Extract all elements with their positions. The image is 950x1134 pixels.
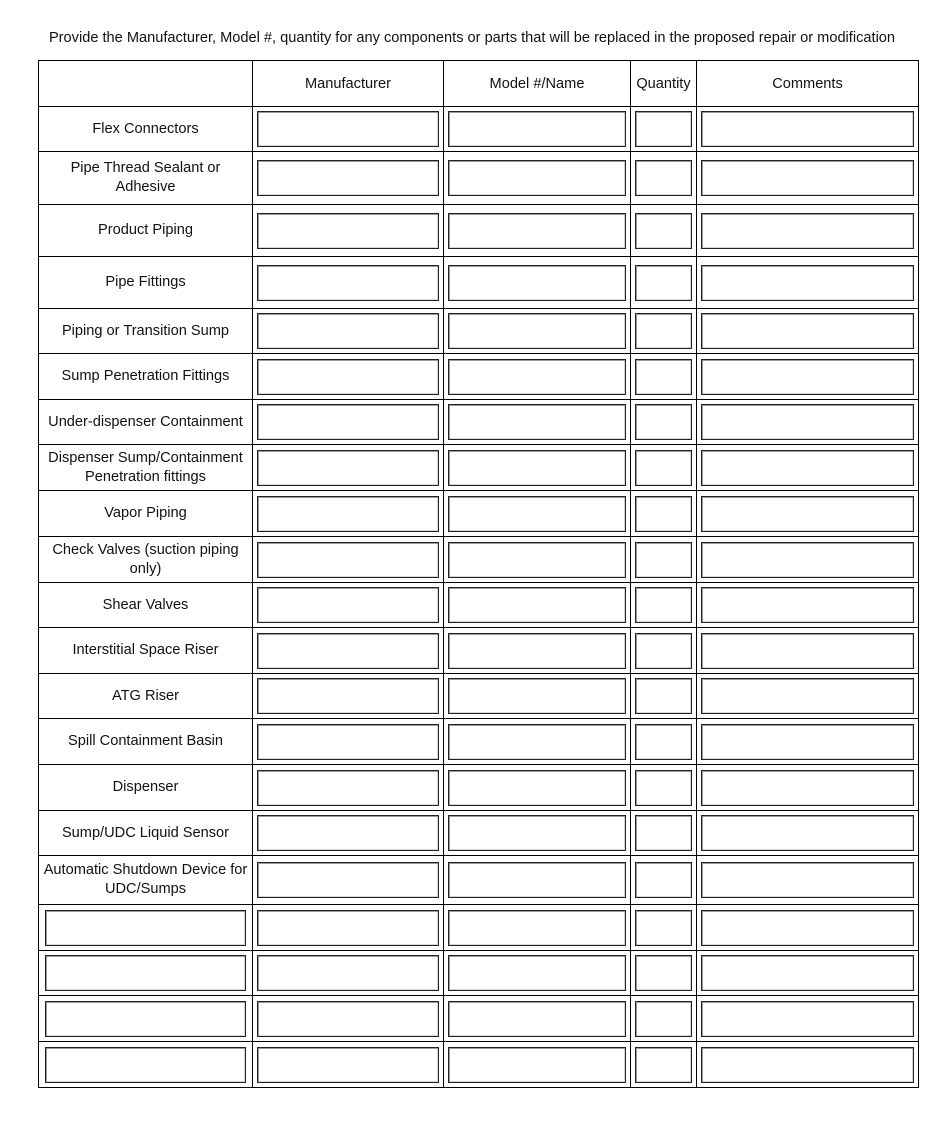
manufacturer-cell: [253, 257, 444, 309]
quantity-cell: [631, 951, 697, 996]
table-row: [39, 257, 919, 309]
manufacturer-field[interactable]: [257, 450, 439, 486]
component-label: Shear Valves: [39, 583, 253, 628]
comments-field[interactable]: [701, 633, 914, 669]
component-label: Pipe Thread Sealant or Adhesive: [39, 152, 253, 205]
model-field[interactable]: [448, 265, 626, 301]
manufacturer-field[interactable]: [257, 678, 439, 714]
component-name-field[interactable]: [45, 910, 246, 946]
manufacturer-field[interactable]: [257, 404, 439, 440]
parts-rows: [39, 107, 919, 1088]
table-row: [39, 719, 919, 765]
comments-field[interactable]: [701, 862, 914, 898]
model-field[interactable]: [448, 1001, 626, 1037]
table-row: [39, 583, 919, 628]
quantity-field[interactable]: [635, 313, 692, 349]
manufacturer-field[interactable]: [257, 359, 439, 395]
comments-field[interactable]: [701, 955, 914, 991]
comments-field[interactable]: [701, 111, 914, 147]
component-label-cell: [39, 996, 253, 1042]
model-field[interactable]: [448, 633, 626, 669]
table-row: [39, 674, 919, 719]
manufacturer-cell: [253, 205, 444, 257]
model-field[interactable]: [448, 910, 626, 946]
quantity-cell: [631, 107, 697, 152]
manufacturer-field[interactable]: [257, 542, 439, 578]
manufacturer-field[interactable]: [257, 862, 439, 898]
manufacturer-field[interactable]: [257, 496, 439, 532]
component-label: Product Piping: [39, 205, 253, 257]
manufacturer-field[interactable]: [257, 955, 439, 991]
comments-field[interactable]: [701, 1001, 914, 1037]
model-field[interactable]: [448, 724, 626, 760]
model-field[interactable]: [448, 542, 626, 578]
comments-cell: [697, 152, 919, 205]
quantity-cell: [631, 583, 697, 628]
quantity-field[interactable]: [635, 450, 692, 486]
table-row: [39, 152, 919, 205]
comments-cell: [697, 354, 919, 400]
quantity-field[interactable]: [635, 910, 692, 946]
comments-cell: [697, 951, 919, 996]
quantity-field[interactable]: [635, 1001, 692, 1037]
quantity-field[interactable]: [635, 542, 692, 578]
comments-cell: [697, 811, 919, 856]
manufacturer-cell: [253, 400, 444, 445]
comments-field[interactable]: [701, 359, 914, 395]
manufacturer-field[interactable]: [257, 265, 439, 301]
comments-field[interactable]: [701, 678, 914, 714]
quantity-cell: [631, 1042, 697, 1088]
component-label: Under-dispenser Containment: [39, 400, 253, 445]
table-row: [39, 951, 919, 996]
model-cell: [444, 628, 631, 674]
component-name-field[interactable]: [45, 955, 246, 991]
comments-field[interactable]: [701, 587, 914, 623]
comments-cell: [697, 205, 919, 257]
comments-field[interactable]: [701, 313, 914, 349]
quantity-cell: [631, 309, 697, 354]
comments-cell: [697, 765, 919, 811]
model-field[interactable]: [448, 770, 626, 806]
comments-cell: [697, 674, 919, 719]
manufacturer-field[interactable]: [257, 1047, 439, 1083]
component-label: Spill Containment Basin: [39, 719, 253, 765]
comments-field[interactable]: [701, 542, 914, 578]
manufacturer-cell: [253, 856, 444, 905]
manufacturer-field[interactable]: [257, 1001, 439, 1037]
comments-cell: [697, 537, 919, 583]
manufacturer-cell: [253, 905, 444, 951]
manufacturer-cell: [253, 152, 444, 205]
component-label-cell: [39, 905, 253, 951]
model-cell: [444, 491, 631, 537]
comments-cell: [697, 905, 919, 951]
model-field[interactable]: [448, 862, 626, 898]
model-cell: [444, 257, 631, 309]
comments-cell: [697, 107, 919, 152]
table-row: [39, 107, 919, 152]
model-cell: [444, 856, 631, 905]
model-cell: [444, 996, 631, 1042]
component-label: Check Valves (suction piping only): [39, 537, 253, 583]
component-label: Pipe Fittings: [39, 257, 253, 309]
comments-field[interactable]: [701, 213, 914, 249]
quantity-cell: [631, 674, 697, 719]
quantity-cell: [631, 811, 697, 856]
model-cell: [444, 309, 631, 354]
manufacturer-field[interactable]: [257, 633, 439, 669]
table-row: [39, 205, 919, 257]
component-label: Interstitial Space Riser: [39, 628, 253, 674]
manufacturer-cell: [253, 674, 444, 719]
quantity-cell: [631, 905, 697, 951]
quantity-field[interactable]: [635, 633, 692, 669]
model-field[interactable]: [448, 955, 626, 991]
table-row: [39, 996, 919, 1042]
comments-field[interactable]: [701, 1047, 914, 1083]
header-quantity: Quantity: [631, 61, 697, 107]
manufacturer-field[interactable]: [257, 910, 439, 946]
table-row: [39, 628, 919, 674]
quantity-field[interactable]: [635, 496, 692, 532]
comments-cell: [697, 628, 919, 674]
model-cell: [444, 354, 631, 400]
component-label-cell: [39, 951, 253, 996]
quantity-field[interactable]: [635, 815, 692, 851]
header-row: [39, 61, 919, 107]
parts-table: [38, 60, 919, 1088]
model-field[interactable]: [448, 359, 626, 395]
manufacturer-cell: [253, 996, 444, 1042]
model-cell: [444, 205, 631, 257]
quantity-field[interactable]: [635, 213, 692, 249]
model-field[interactable]: [448, 313, 626, 349]
manufacturer-cell: [253, 354, 444, 400]
table-row: [39, 1042, 919, 1088]
quantity-field[interactable]: [635, 160, 692, 196]
component-label-cell: [39, 1042, 253, 1088]
quantity-cell: [631, 491, 697, 537]
comments-field[interactable]: [701, 496, 914, 532]
quantity-field[interactable]: [635, 404, 692, 440]
model-cell: [444, 152, 631, 205]
quantity-cell: [631, 445, 697, 491]
component-label: Automatic Shutdown Device for UDC/Sumps: [39, 856, 253, 905]
quantity-cell: [631, 765, 697, 811]
model-cell: [444, 537, 631, 583]
model-field[interactable]: [448, 213, 626, 249]
comments-cell: [697, 445, 919, 491]
comments-field[interactable]: [701, 770, 914, 806]
manufacturer-cell: [253, 628, 444, 674]
model-cell: [444, 107, 631, 152]
comments-cell: [697, 257, 919, 309]
table-row: [39, 856, 919, 905]
manufacturer-field[interactable]: [257, 111, 439, 147]
component-label: Dispenser: [39, 765, 253, 811]
comments-field[interactable]: [701, 910, 914, 946]
model-cell: [444, 951, 631, 996]
quantity-field[interactable]: [635, 955, 692, 991]
comments-field[interactable]: [701, 450, 914, 486]
comments-cell: [697, 719, 919, 765]
component-label: Sump/UDC Liquid Sensor: [39, 811, 253, 856]
comments-cell: [697, 583, 919, 628]
comments-cell: [697, 996, 919, 1042]
comments-field[interactable]: [701, 724, 914, 760]
manufacturer-field[interactable]: [257, 160, 439, 196]
model-field[interactable]: [448, 496, 626, 532]
manufacturer-field[interactable]: [257, 770, 439, 806]
manufacturer-cell: [253, 107, 444, 152]
model-field[interactable]: [448, 111, 626, 147]
model-field[interactable]: [448, 678, 626, 714]
model-field[interactable]: [448, 450, 626, 486]
quantity-cell: [631, 719, 697, 765]
component-name-field[interactable]: [45, 1001, 246, 1037]
model-cell: [444, 1042, 631, 1088]
comments-cell: [697, 491, 919, 537]
quantity-cell: [631, 537, 697, 583]
model-field[interactable]: [448, 1047, 626, 1083]
comments-field[interactable]: [701, 815, 914, 851]
model-cell: [444, 905, 631, 951]
manufacturer-field[interactable]: [257, 313, 439, 349]
table-row: [39, 491, 919, 537]
quantity-cell: [631, 996, 697, 1042]
quantity-field[interactable]: [635, 265, 692, 301]
component-label: Dispenser Sump/Containment Penetration fittings: [39, 445, 253, 491]
comments-cell: [697, 400, 919, 445]
manufacturer-field[interactable]: [257, 213, 439, 249]
manufacturer-cell: [253, 1042, 444, 1088]
model-cell: [444, 583, 631, 628]
comments-cell: [697, 309, 919, 354]
table-row: [39, 400, 919, 445]
quantity-cell: [631, 354, 697, 400]
quantity-cell: [631, 152, 697, 205]
quantity-field[interactable]: [635, 1047, 692, 1083]
quantity-field[interactable]: [635, 111, 692, 147]
component-label: Vapor Piping: [39, 491, 253, 537]
manufacturer-cell: [253, 445, 444, 491]
manufacturer-field[interactable]: [257, 724, 439, 760]
quantity-cell: [631, 628, 697, 674]
manufacturer-cell: [253, 309, 444, 354]
table-row: [39, 309, 919, 354]
quantity-cell: [631, 856, 697, 905]
quantity-cell: [631, 400, 697, 445]
manufacturer-cell: [253, 765, 444, 811]
model-field[interactable]: [448, 404, 626, 440]
model-cell: [444, 765, 631, 811]
header-blank: [39, 61, 253, 107]
component-label: ATG Riser: [39, 674, 253, 719]
manufacturer-cell: [253, 537, 444, 583]
manufacturer-field[interactable]: [257, 815, 439, 851]
model-cell: [444, 445, 631, 491]
manufacturer-cell: [253, 951, 444, 996]
model-cell: [444, 719, 631, 765]
quantity-field[interactable]: [635, 359, 692, 395]
comments-cell: [697, 1042, 919, 1088]
model-cell: [444, 400, 631, 445]
manufacturer-cell: [253, 719, 444, 765]
component-label: Flex Connectors: [39, 107, 253, 152]
manufacturer-cell: [253, 491, 444, 537]
table-row: [39, 445, 919, 491]
quantity-cell: [631, 205, 697, 257]
model-field[interactable]: [448, 160, 626, 196]
manufacturer-cell: [253, 583, 444, 628]
quantity-field[interactable]: [635, 724, 692, 760]
model-cell: [444, 811, 631, 856]
comments-field[interactable]: [701, 160, 914, 196]
table-row: [39, 354, 919, 400]
header-model: Model #/Name: [444, 61, 631, 107]
table-row: [39, 537, 919, 583]
quantity-field[interactable]: [635, 770, 692, 806]
table-row: [39, 765, 919, 811]
form-instructions: Provide the Manufacturer, Model #, quantity for any components or parts that will be replaced in the proposed repair or modification: [48, 30, 896, 46]
comments-field[interactable]: [701, 404, 914, 440]
comments-field[interactable]: [701, 265, 914, 301]
model-field[interactable]: [448, 815, 626, 851]
manufacturer-field[interactable]: [257, 587, 439, 623]
quantity-field[interactable]: [635, 587, 692, 623]
table-row: [39, 905, 919, 951]
component-label: Sump Penetration Fittings: [39, 354, 253, 400]
quantity-field[interactable]: [635, 678, 692, 714]
model-field[interactable]: [448, 587, 626, 623]
header-manufacturer: Manufacturer: [253, 61, 444, 107]
model-cell: [444, 674, 631, 719]
quantity-cell: [631, 257, 697, 309]
table-row: [39, 811, 919, 856]
manufacturer-cell: [253, 811, 444, 856]
component-name-field[interactable]: [45, 1047, 246, 1083]
header-comments: Comments: [697, 61, 919, 107]
comments-cell: [697, 856, 919, 905]
quantity-field[interactable]: [635, 862, 692, 898]
component-label: Piping or Transition Sump: [39, 309, 253, 354]
